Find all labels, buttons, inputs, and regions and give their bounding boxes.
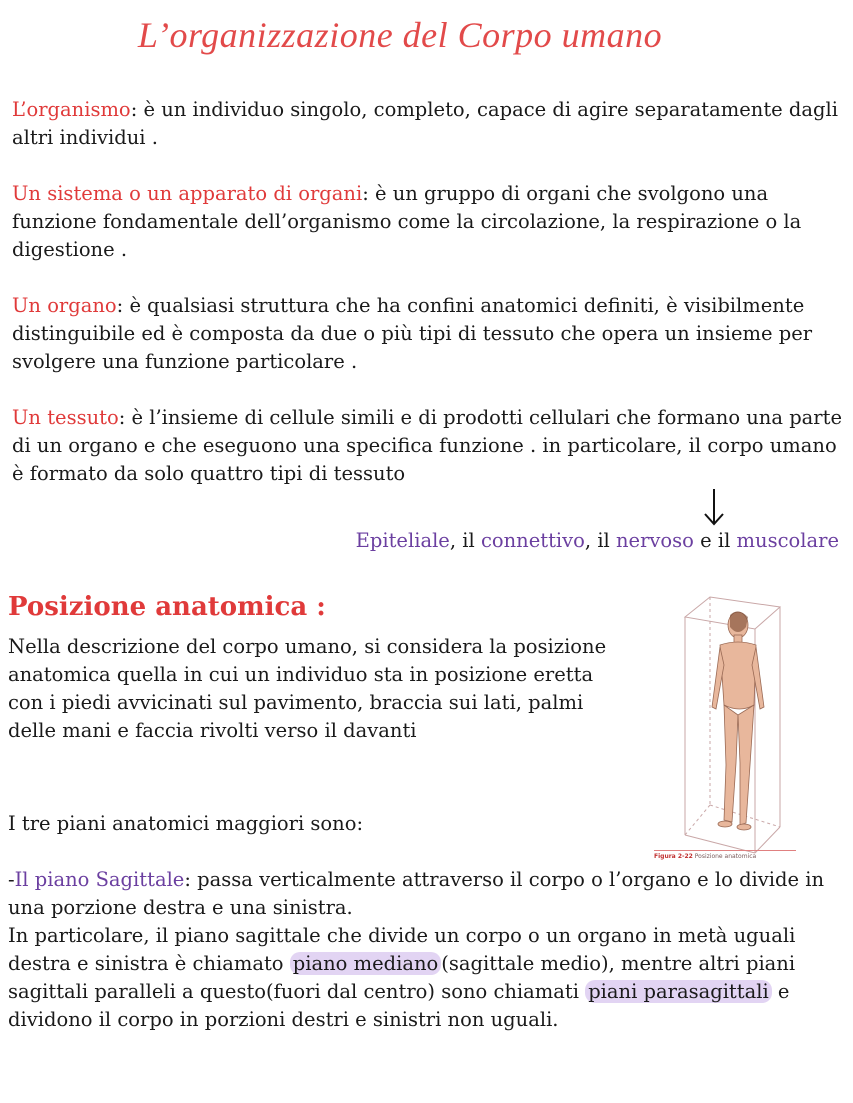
- tissue-sep: e il: [693, 529, 737, 552]
- definition-text: : è l’insieme di cellule simili e di prodotti cellulari che formano una parte di un organo e che eseguono una specifica funzione . in particolare, il corpo umano è formato da solo quattro tipi di tessuto: [12, 406, 842, 485]
- definition-organo: [12, 292, 842, 376]
- tissue-sep: , il: [449, 529, 481, 552]
- sagittal-dash: -: [8, 868, 15, 891]
- sagittal-plane-paragraph: [8, 866, 843, 1034]
- sagittal-text-4: e dividono il corpo in porzioni destri e sinistri non uguali.: [8, 980, 790, 1031]
- anatomical-position-figure: [650, 595, 800, 860]
- sagittal-text-1: : passa verticalmente attraverso il corpo o l’organo e lo divide in una porzione destra e una sinistra.: [8, 868, 825, 919]
- sagittal-text-2: In particolare, il piano sagittale che divide un corpo o un organo in metà uguali destra e sinistra è chiamato: [8, 924, 796, 975]
- tissue-muscolare: muscolare: [736, 529, 839, 552]
- tissue-epiteliale: Epiteliale: [355, 529, 450, 552]
- definition-sistema: [12, 180, 842, 264]
- definition-tessuto: [12, 404, 842, 488]
- tissue-sep: , il: [584, 529, 616, 552]
- term-tessuto: Un tessuto: [12, 406, 119, 429]
- highlight-piani-parasagittali: piani parasagittali: [585, 980, 772, 1003]
- tissue-connettivo: connettivo: [480, 529, 585, 552]
- page-title: L’organizzazione del Corpo umano: [137, 15, 663, 55]
- figure-caption-label: Figura 2-22: [654, 853, 693, 860]
- figure-caption: [654, 850, 796, 860]
- definition-text: : è un gruppo di organi che svolgono una funzione fondamentale dell’organismo come la circolazione, la respirazione o la digestione .: [12, 182, 802, 261]
- highlight-piano-mediano: piano mediano: [290, 952, 442, 975]
- tissue-types: [356, 527, 839, 555]
- term-sagittale: Il piano Sagittale: [14, 868, 185, 891]
- planes-intro: I tre piani anatomici maggiori sono:: [8, 812, 364, 835]
- sagittal-text-3: (sagittale medio), mentre altri piani sagittali paralleli a questo(fuori dal centro) sono chiamati: [8, 952, 796, 1003]
- down-arrow-icon: [701, 487, 727, 527]
- term-organo: Un organo: [12, 294, 117, 317]
- tissue-nervoso: nervoso: [616, 529, 694, 552]
- section-heading-posizione: Posizione anatomica :: [8, 592, 326, 622]
- anatomical-description: Nella descrizione del corpo umano, si considera la posizione anatomica quella in cui un individuo sta in posizione eretta con i piedi avvicinati sul pavimento, braccia sui lati, palmi delle mani e faccia rivolti verso il davanti: [8, 635, 607, 742]
- definition-text: : è qualsiasi struttura che ha confini anatomici definiti, è visibilmente distinguibile ed è composta da due o più tipi di tessuto che opera un insieme per svolgere una funzione particolare .: [12, 294, 813, 373]
- definition-text: : è un individuo singolo, completo, capace di agire separatamente dagli altri individui .: [12, 98, 838, 149]
- figure-caption-text: Posizione anatomica: [694, 853, 757, 860]
- term-organismo: L’organismo: [12, 98, 131, 121]
- definition-organismo: [12, 96, 842, 152]
- term-sistema: Un sistema o un apparato di organi: [12, 182, 363, 205]
